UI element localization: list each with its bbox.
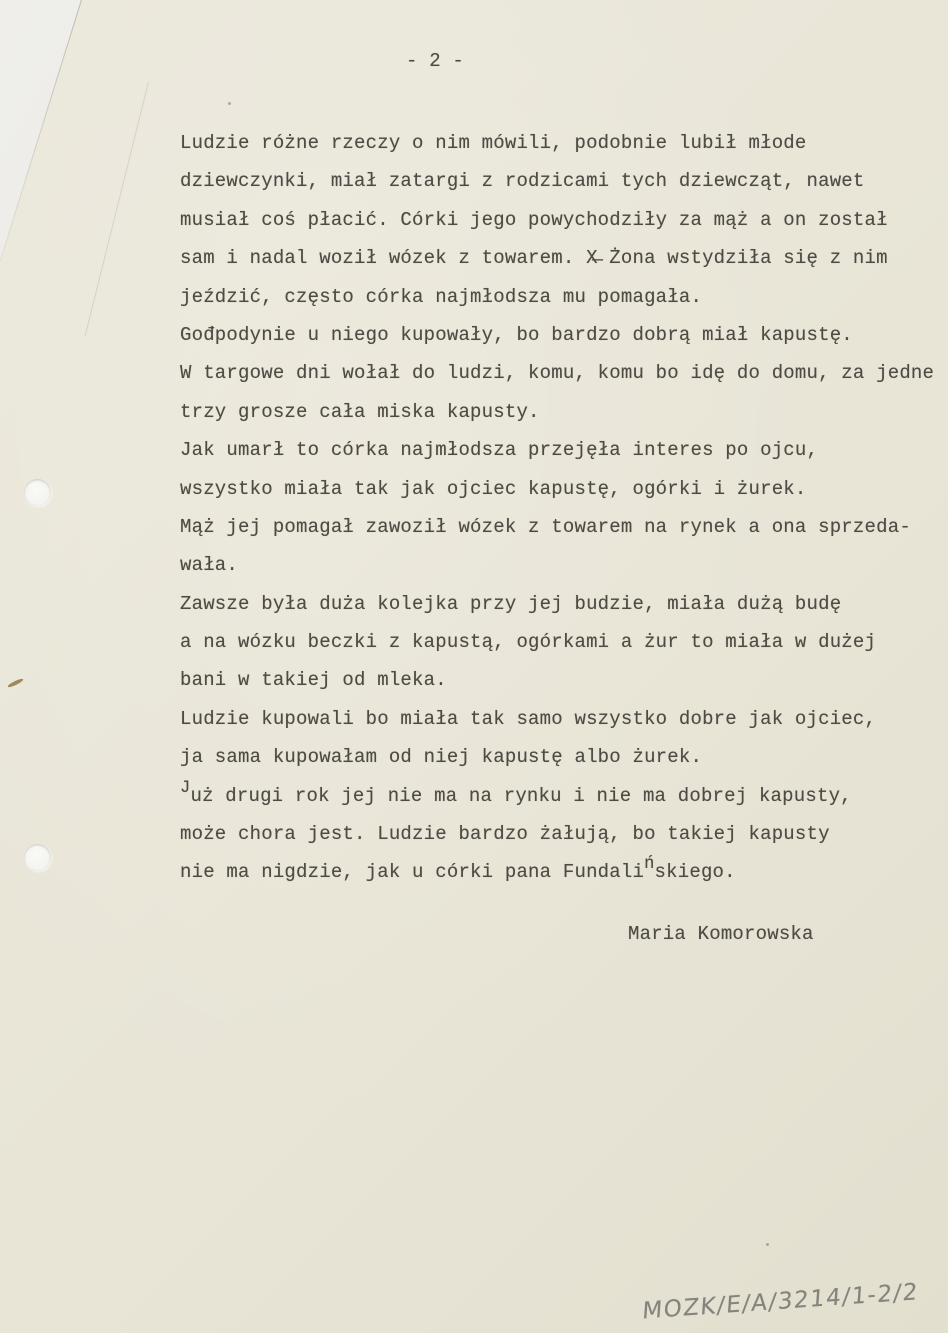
text-line: a na wózku beczki z kapustą, ogórkami a żur to miała w dużej bbox=[180, 631, 877, 654]
text-line: sam i nadal woził wózek z towarem. X̶ Żona wstydziła się z nim bbox=[180, 247, 888, 270]
archive-reference-handwritten: MOZK/E/A/3214/1-2/2 bbox=[641, 1279, 920, 1325]
text-line: wszystko miała tak jak ojciec kapustę, ogórki i żurek. bbox=[180, 477, 807, 500]
text-line: Mąż jej pomagał zawoził wózek z towarem na rynek a ona sprzeda- bbox=[180, 515, 911, 538]
typewritten-text bbox=[180, 124, 942, 892]
page-number: - 2 - bbox=[405, 50, 464, 72]
paper-speck bbox=[766, 1243, 769, 1246]
text-line: jeździć, często córka najmłodsza mu pomagała. bbox=[180, 285, 703, 308]
text-line: bani w takiej od mleka. bbox=[180, 669, 447, 692]
punch-hole-top bbox=[24, 479, 51, 506]
text-line: ja sama kupowałam od niej kapustę albo żurek. bbox=[180, 746, 703, 769]
text-line: nie ma nigdzie, jak u córki pana Fundalińskiego. bbox=[180, 855, 736, 884]
text-line: Już drugi rok jej nie ma na rynku i nie ma dobrej kapusty, bbox=[180, 778, 852, 807]
text-line: dziewczynki, miał zatargi z rodzicami tych dziewcząt, nawet bbox=[180, 170, 865, 193]
text-line: Jak umarł to córka najmłodsza przejęła interes po ojcu, bbox=[180, 439, 819, 462]
page-corner-fold bbox=[0, 0, 120, 300]
text-line: może chora jest. Ludzie bardzo żałują, bo takiej kapusty bbox=[180, 823, 830, 846]
text-line: Ludzie różne rzeczy o nim mówili, podobnie lubił młode bbox=[180, 132, 807, 154]
paper-stain bbox=[7, 677, 24, 688]
punch-hole-bottom bbox=[24, 844, 51, 871]
text-line: Ludzie kupowali bo miała tak samo wszystko dobre jak ojciec, bbox=[180, 707, 877, 730]
paper-crease bbox=[85, 82, 149, 336]
signature: Maria Komorowska bbox=[628, 923, 814, 945]
text-line: wała. bbox=[180, 554, 239, 577]
text-line: trzy grosze cała miska kapusty. bbox=[180, 400, 540, 423]
text-line: musiał coś płacić. Córki jego powychodziły za mąż a on został bbox=[180, 208, 888, 231]
text-line: W targowe dni wołał do ludzi, komu, komu bo idę do domu, za jedne bbox=[180, 362, 935, 385]
text-line: Zawsze była duża kolejka przy jej budzie, miała dużą budę bbox=[180, 592, 842, 615]
paper-speck bbox=[228, 102, 231, 105]
text-line: Gođpodynie u niego kupowały, bo bardzo dobrą miał kapustę. bbox=[180, 323, 853, 346]
